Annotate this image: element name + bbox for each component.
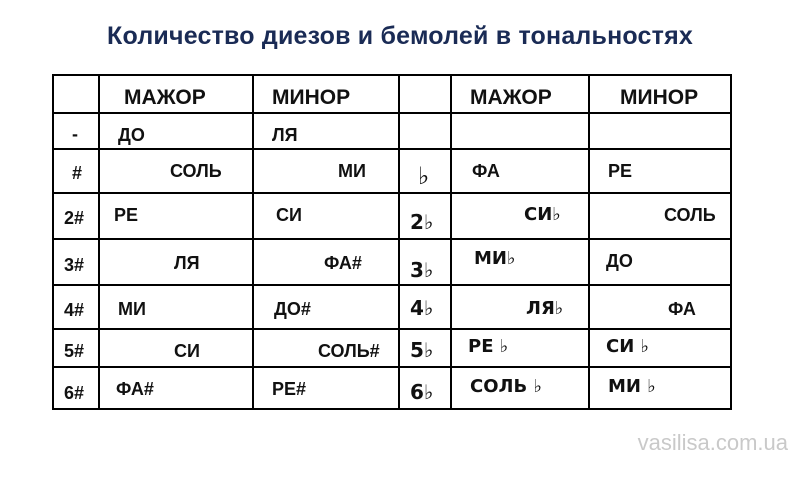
table-row-cell: [398, 238, 452, 286]
sharp-count: #: [72, 163, 83, 183]
page-title: Количество диезов и бемолей в тональностях: [107, 22, 693, 50]
table-row-cell: [450, 148, 590, 194]
table-row-cell: [98, 328, 254, 368]
table-row-cell: [52, 148, 100, 194]
table-row-cell: [398, 328, 452, 368]
watermark: vasilisa.com.ua: [637, 430, 788, 455]
header-major-sharp: [98, 74, 254, 114]
table-row-cell: [588, 192, 732, 240]
sharp-minor-key: МИ: [338, 161, 366, 181]
sharp-minor-key: ДО#: [274, 299, 311, 319]
flat-count: ♭: [418, 162, 430, 190]
table-row-cell: [98, 112, 254, 150]
flat-major-key: ФА: [472, 161, 500, 181]
table-row-cell: [252, 192, 400, 240]
table-row-cell: [588, 328, 732, 368]
header-major-label: МАЖОР: [470, 86, 552, 109]
sharp-count: 6#: [64, 383, 85, 403]
table-row-cell: [98, 148, 254, 194]
table-row-cell: [52, 284, 100, 330]
flat-count: 4♭: [410, 296, 434, 320]
table-row-cell: [398, 284, 452, 330]
table-row-cell: [52, 238, 100, 286]
header-minor-flat: [588, 74, 732, 114]
sharp-minor-key: СОЛЬ#: [318, 341, 380, 361]
header-minor-label: МИНОР: [620, 86, 699, 109]
flat-minor-key: СИ ♭: [606, 336, 650, 357]
table-row-cell: [98, 284, 254, 330]
table-row-cell: [252, 238, 400, 286]
flat-major-key: МИ♭: [474, 248, 516, 269]
table-row-cell: [252, 284, 400, 330]
sharp-major-key: СИ: [174, 341, 200, 361]
table-row-cell: [450, 112, 590, 150]
table-row-cell: [98, 192, 254, 240]
table-row-cell: [398, 148, 452, 194]
header-major-flat: [450, 74, 590, 114]
table-row-cell: [588, 148, 732, 194]
flat-minor-key: РЕ: [608, 161, 633, 181]
flat-major-key: ЛЯ♭: [526, 298, 564, 319]
table-row-cell: [450, 284, 590, 330]
table-row-cell: [450, 366, 590, 410]
sharp-major-key: РЕ: [114, 205, 139, 225]
table-row-cell: [252, 148, 400, 194]
sharp-minor-key: СИ: [276, 205, 302, 225]
header-minor-sharp: [252, 74, 400, 114]
sharp-major-key: ФА#: [116, 379, 154, 399]
sharp-major-key: ЛЯ: [174, 253, 200, 273]
sharp-minor-key: ФА#: [324, 253, 362, 273]
table-row-cell: [450, 238, 590, 286]
sharp-count: -: [72, 124, 78, 144]
sharp-minor-key: РЕ#: [272, 379, 307, 399]
flat-count: 5♭: [410, 338, 434, 362]
flat-minor-key: ФА: [668, 299, 696, 319]
flat-minor-key: МИ ♭: [608, 376, 656, 397]
table-row-cell: [450, 192, 590, 240]
flat-major-key: СИ♭: [524, 204, 561, 225]
sharp-count: 2#: [64, 208, 85, 228]
sharp-major-key: СОЛЬ: [170, 161, 222, 181]
flat-count: 6♭: [410, 380, 434, 404]
table-row-cell: [52, 366, 100, 410]
table-row-cell: [588, 112, 732, 150]
flat-minor-key: СОЛЬ: [664, 205, 716, 225]
flat-minor-key: ДО: [606, 251, 633, 271]
table-row-cell: [398, 366, 452, 410]
sharp-minor-key: ЛЯ: [272, 125, 298, 145]
sharp-major-key: ДО: [118, 125, 145, 145]
table-row-cell: [398, 112, 452, 150]
table-row-cell: [450, 328, 590, 368]
sharp-count: 4#: [64, 300, 85, 320]
table-row-cell: [252, 366, 400, 410]
header-empty-mid: [398, 74, 452, 114]
table-row-cell: [398, 192, 452, 240]
flat-major-key: СОЛЬ ♭: [470, 376, 542, 397]
flat-count: 3♭: [410, 258, 434, 282]
sharp-major-key: МИ: [118, 299, 146, 319]
sharp-count: 3#: [64, 255, 85, 275]
header-major-label: МАЖОР: [124, 86, 206, 109]
flat-count: 2♭: [410, 210, 434, 234]
table-row-cell: [98, 238, 254, 286]
table-row-cell: [588, 366, 732, 410]
header-minor-label: МИНОР: [272, 86, 351, 109]
table-row-cell: [252, 112, 400, 150]
table-row-cell: [588, 238, 732, 286]
table-row-cell: [52, 328, 100, 368]
table-row-cell: [52, 192, 100, 240]
table-row-cell: [52, 112, 100, 150]
table-row-cell: [252, 328, 400, 368]
sharp-count: 5#: [64, 341, 85, 361]
key-signature-table: [52, 74, 732, 410]
flat-major-key: РЕ ♭: [468, 336, 509, 357]
table-row-cell: [588, 284, 732, 330]
table-row-cell: [98, 366, 254, 410]
header-empty-left: [52, 74, 100, 114]
